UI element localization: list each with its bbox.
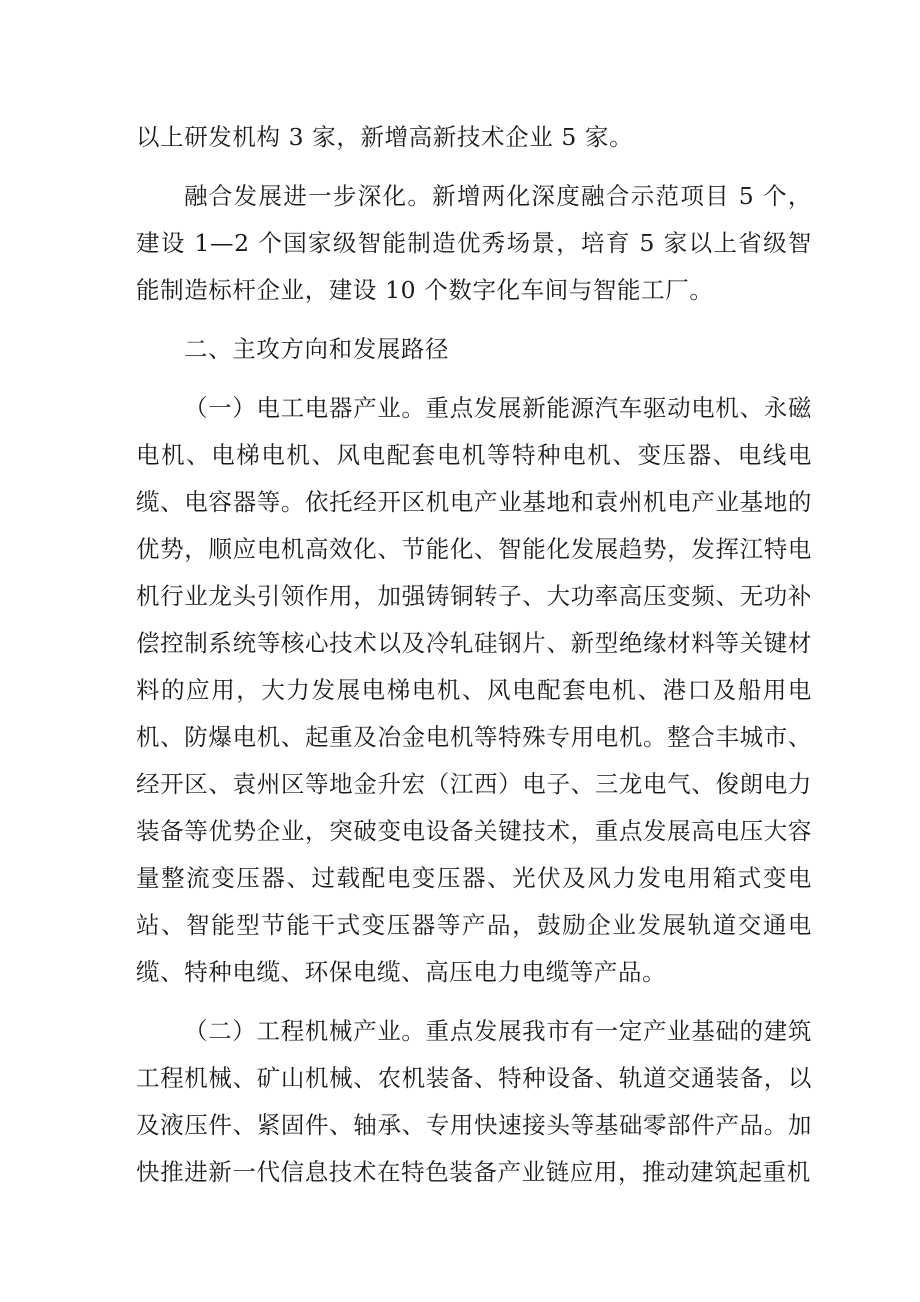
document-body	[136, 114, 812, 1208]
paragraph-continuation: 以上研发机构 3 家，新增高新技术企业 5 家。	[136, 123, 634, 151]
section-heading: 二、主攻方向和发展路径	[184, 335, 450, 363]
paragraph-electrical-industry: （一）电工电器产业。重点发展新能源汽车驱动电机、永磁电机、电梯电机、风电配套电机等特种电机、变压器、电线电缆、电容器等。依托经开区机电产业基地和袁州机电产业基地的优势，顺应电机高效化、节能化、智能化发展趋势，发挥江特电机行业龙头引领作用，加强铸铜转子、大功率高压变频、无功补偿控制系统等核心技术以及冷轧硅钢片、新型绝缘材料等关键材料的应用，大力发展电梯电机、风电配套电机、港口及船用电机、防爆电机、起重及冶金电机等特殊专用电机。整合丰城市、经开区、袁州区等地金升宏（江西）电子、三龙电气、俊朗电力装备等优势企业，突破变电设备关键技术，重点发展高电压大容量整流变压器、过载配电变压器、光伏及风力发电用箱式变电站、智能型节能干式变压器等产品，鼓励企业发展轨道交通电缆、特种电缆、环保电缆、高压电力电缆等产品。	[136, 394, 812, 986]
paragraph-fusion-development: 融合发展进一步深化。新增两化深度融合示范项目 5 个，建设 1—2 个国家级智能制造优秀场景，培育 5 家以上省级智能制造标杆企业，建设 10 个数字化车间与智能工厂。	[136, 182, 812, 304]
paragraph-machinery-industry: （二）工程机械产业。重点发展我市有一定产业基础的建筑工程机械、矿山机械、农机装备、特种设备、轨道交通装备，以及液压件、紧固件、轴承、专用快速接头等基础零部件产品。加快推进新一代信息技术在特色装备产业链应用，推动建筑起重机	[136, 1017, 812, 1186]
